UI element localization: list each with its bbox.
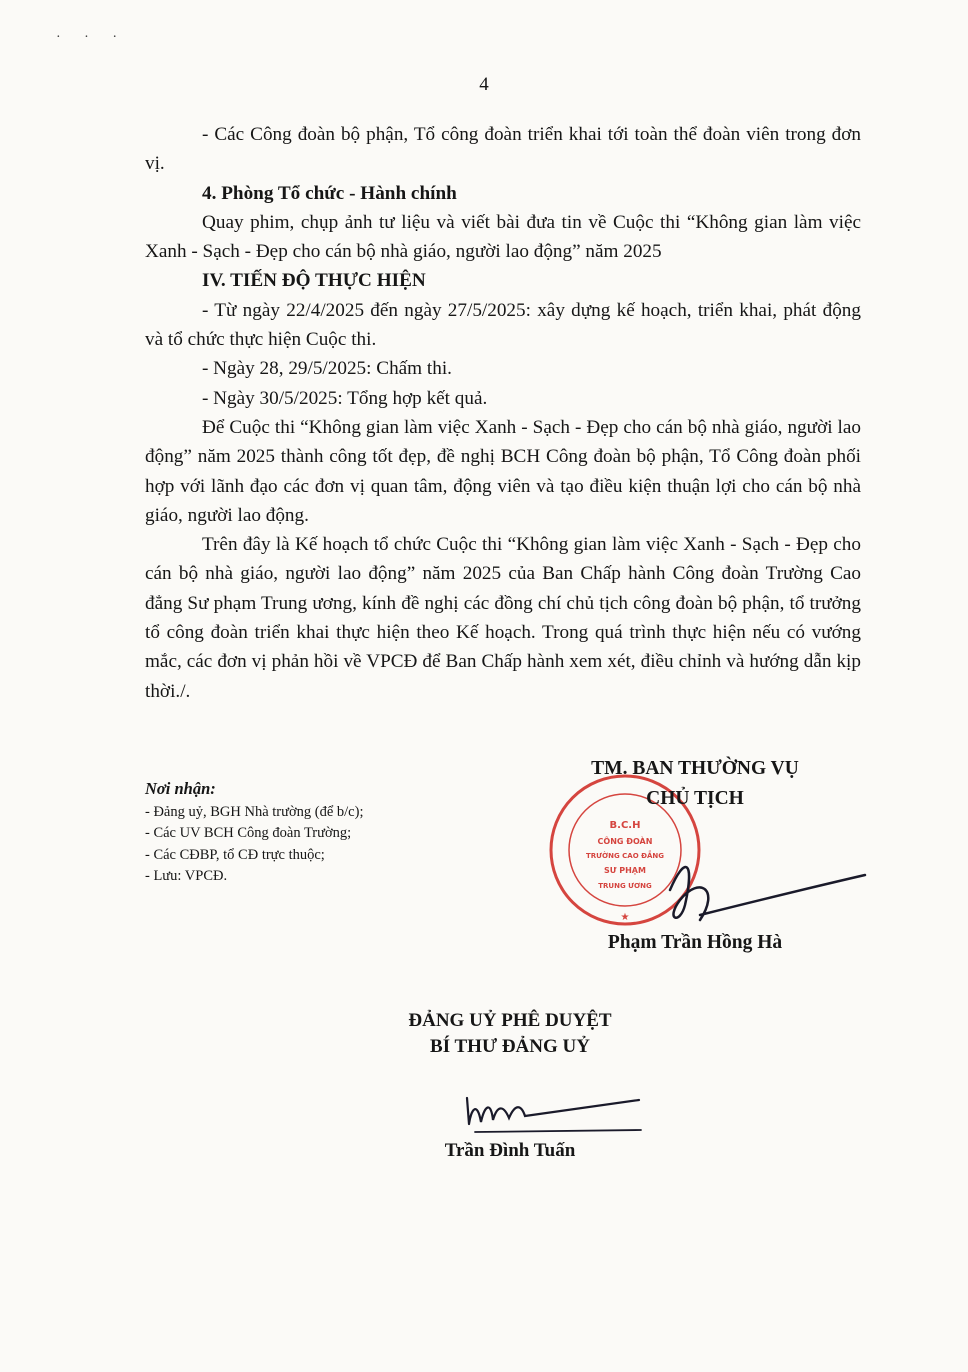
- stamp-line: B.C.H: [609, 820, 641, 831]
- recipients-title: Nơi nhận:: [145, 779, 216, 798]
- approval-block: [300, 1008, 720, 1060]
- paragraph: Trên đây là Kế hoạch tổ chức Cuộc thi “Không gian làm việc Xanh - Sạch - Đẹp cho cán bộ nhà giáo, người lao động” năm 2025 của Ban Chấp hành Công đoàn Trường Cao đẳng Sư phạm Trung ương, kính đề nghị các đồng chí chủ tịch công đoàn bộ phận, tổ trưởng tổ công đoàn triển khai thực hiện theo Kế hoạch. Trong quá trình thực hiện nếu có vướng mắc, các đơn vị phản hồi về VPCĐ để Ban Chấp hành xem xét, điều chỉnh và hướng dẫn kịp thời./.: [145, 534, 861, 702]
- paragraph: Để Cuộc thi “Không gian làm việc Xanh - Sạch - Đẹp cho cán bộ nhà giáo, người lao động” năm 2025 thành công tốt đẹp, đề nghị BCH Công đoàn bộ phận, Tổ Công đoàn phối hợp với lãnh đạo các đơn vị quan tâm, động viên và tạo điều kiện thuận lợi cho cán bộ nhà giáo, người lao động.: [145, 416, 861, 526]
- recipients-block: [145, 778, 363, 888]
- paragraph: - Ngày 30/5/2025: Tổng hợp kết quả.: [202, 387, 488, 409]
- signer-name: Phạm Trần Hồng Hà: [607, 932, 783, 953]
- recipient-item: - Các CĐBP, tổ CĐ trực thuộc;: [145, 846, 325, 863]
- svg-text:★: ★: [620, 912, 630, 923]
- stamp-line: TRƯỜNG CAO ĐẲNG: [586, 852, 664, 860]
- approval-title: ĐẢNG UỶ PHÊ DUYỆT: [408, 1010, 612, 1031]
- signature-secretary: [455, 1080, 655, 1140]
- signer-title: TM. BAN THƯỜNG VỤ: [591, 758, 799, 779]
- approver-name: Trần Đình Tuấn: [444, 1140, 576, 1161]
- paragraph: Quay phim, chụp ảnh tư liệu và viết bài đưa tin về Cuộc thi “Không gian làm việc Xanh - Sạch - Đẹp cho cán bộ nhà giáo, người lao động” năm 2025: [145, 211, 861, 263]
- approval-position: BÍ THƯ ĐẢNG UỶ: [430, 1036, 590, 1057]
- section-heading: 4. Phòng Tổ chức - Hành chính: [202, 182, 457, 204]
- document-body: [145, 120, 861, 706]
- section-heading: IV. TIẾN ĐỘ THỰC HIỆN: [202, 270, 426, 292]
- recipient-item: - Đảng uỷ, BGH Nhà trường (để b/c);: [145, 803, 364, 820]
- stamp-line: CÔNG ĐOÀN: [597, 837, 653, 846]
- signer-position: CHỦ TỊCH: [646, 788, 744, 809]
- recipient-item: - Lưu: VPCĐ.: [145, 868, 228, 884]
- paragraph: - Từ ngày 22/4/2025 đến ngày 27/5/2025: xây dựng kế hoạch, triển khai, phát động và tổ chức thực hiện Cuộc thi.: [145, 299, 861, 351]
- paragraph: - Ngày 28, 29/5/2025: Chấm thi.: [202, 358, 452, 380]
- signer-block: [520, 754, 870, 814]
- stamp-line: TRUNG ƯƠNG: [598, 882, 652, 890]
- page-number: 4: [479, 74, 489, 95]
- paragraph: - Các Công đoàn bộ phận, Tổ công đoàn triển khai tới toàn thể đoàn viên trong đơn vị.: [145, 124, 861, 175]
- scan-specks: · · ·: [56, 30, 127, 45]
- recipient-item: - Các UV BCH Công đoàn Trường;: [145, 825, 352, 841]
- signature-chairman: [640, 850, 870, 940]
- stamp-line: SƯ PHẠM: [604, 866, 646, 875]
